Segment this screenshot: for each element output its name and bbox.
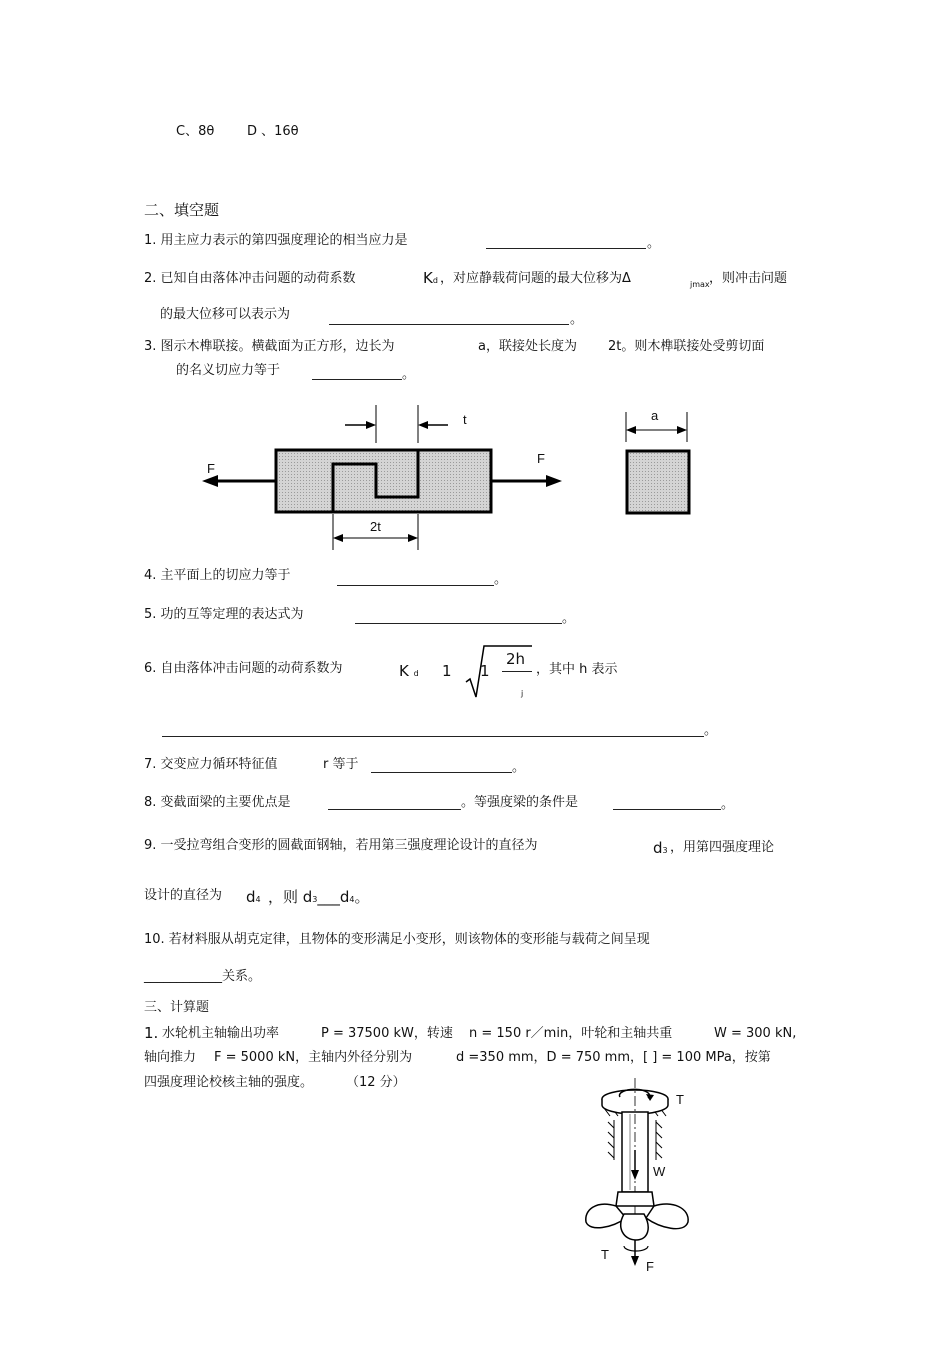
calc-1-thrust: F = 5000 kN，主轴内外径分别为 [214, 1050, 413, 1065]
question-3-end: 。 [402, 367, 416, 382]
blade-right [646, 1204, 688, 1229]
question-9-d3: d3 [653, 839, 668, 857]
question-8-text: 8. 变截面梁的主要优点是 [144, 795, 291, 810]
question-1-end: 。 [647, 236, 661, 251]
question-2-end: 。 [570, 312, 584, 327]
question-2-delta-subscript: jmax [690, 280, 710, 289]
thrust-label: F [646, 1259, 654, 1274]
question-2-k-symbol: Kd [423, 269, 438, 287]
question-7-end: 。 [512, 760, 526, 775]
question-7-text: 7. 交变应力循环特征值 [144, 757, 278, 772]
question-10-line-1: 10. 若材料服从胡克定律，且物体的变形满足小变形，则该物体的变形能与载荷之间呈现 [144, 932, 650, 947]
question-10-line-2: ____________关系。 [144, 969, 262, 984]
force-left-label: F [207, 461, 215, 476]
weight-label: W [653, 1164, 666, 1179]
question-6-tail: ，其中 h 表示 [536, 662, 618, 677]
hub [616, 1192, 654, 1206]
question-2-mid: ，对应静载荷问题的最大位移为Δ [440, 271, 631, 286]
calc-1-score: （12 分） [346, 1075, 406, 1090]
calc-1-power: P = 37500 kW，转速 [321, 1026, 453, 1041]
a-label: a [651, 408, 659, 423]
bottom-torque-label: T [601, 1247, 609, 1262]
question-6-one-b: 1 [480, 662, 490, 680]
question-3-a: a，联接处长度为 [478, 339, 577, 354]
section-2-title: 二、填空题 [144, 201, 220, 219]
calc-1-line-1-a: 水轮机主轴输出功率 [162, 1026, 280, 1041]
option-d: D 、16θ [247, 124, 299, 139]
calc-1-weight: W = 300 kN, [714, 1026, 797, 1041]
calc-1-diameters: d =350 mm，D = 750 mm，[ ] = 100 MPa，按第 [456, 1050, 771, 1065]
question-6-denominator: j [521, 689, 524, 698]
bottom-torque-arrow [624, 1246, 648, 1251]
question-1-text: 1. 用主应力表示的第四强度理论的相当应力是 [144, 233, 408, 248]
question-9-comparison: ，则 d3___d4。 [268, 888, 370, 906]
question-9-line-1-tail: ，用第四强度理论 [670, 840, 775, 855]
question-6-kd: K d [399, 662, 419, 680]
question-9-d4: d4 [246, 888, 261, 906]
question-9-blank[interactable]: ___ [317, 888, 340, 906]
question-2-line-1: 2. 已知自由落体冲击问题的动荷系数 [144, 271, 356, 286]
question-6-text: 6. 自由落体冲击问题的动荷系数为 [144, 661, 343, 676]
question-5-text: 5. 功的互等定理的表达式为 [144, 607, 304, 622]
force-right-label: F [537, 451, 545, 466]
calc-1-speed: n = 150 r／min，叶轮和主轴共重 [469, 1026, 673, 1041]
question-6-end: 。 [704, 723, 718, 738]
question-6-numerator: 2h [506, 650, 526, 668]
question-6-one-a: 1 [442, 662, 452, 680]
question-2-line-2: 的最大位移可以表示为 [160, 307, 291, 322]
question-3-2t: 2t。则木榫联接处受剪切面 [608, 339, 765, 354]
top-torque-label: T [676, 1092, 684, 1107]
question-4-text: 4. 主平面上的切应力等于 [144, 568, 291, 583]
question-2-tail: ，则冲击问题 [709, 271, 788, 286]
2t-label: 2t [370, 519, 381, 534]
question-8-mid: 。等强度梁的条件是 [461, 795, 579, 810]
calc-1-line-2-a: 轴向推力 [144, 1050, 197, 1065]
question-3-line-2: 的名义切应力等于 [176, 363, 281, 378]
calc-1-number: 1. [144, 1024, 159, 1042]
question-5-end: 。 [562, 611, 576, 626]
option-c: C、8θ [176, 124, 215, 139]
question-8-end: 。 [721, 797, 735, 812]
question-4-end: 。 [494, 572, 508, 587]
thrust-arrowhead [631, 1256, 639, 1266]
section-3-title: 三、计算题 [144, 1000, 210, 1015]
t-label: t [463, 412, 467, 427]
question-3-line-1: 3. 图示木榫联接。横截面为正方形，边长为 [144, 339, 395, 354]
question-7-r: r 等于 [323, 757, 359, 772]
question-9-line-1: 9. 一受拉弯组合变形的圆截面钢轴，若用第三强度理论设计的直径为 [144, 838, 538, 853]
calc-1-line-3: 四强度理论校核主轴的强度。 [144, 1075, 314, 1090]
blade-front [621, 1214, 648, 1240]
question-9-line-2: 设计的直径为 [144, 888, 223, 903]
